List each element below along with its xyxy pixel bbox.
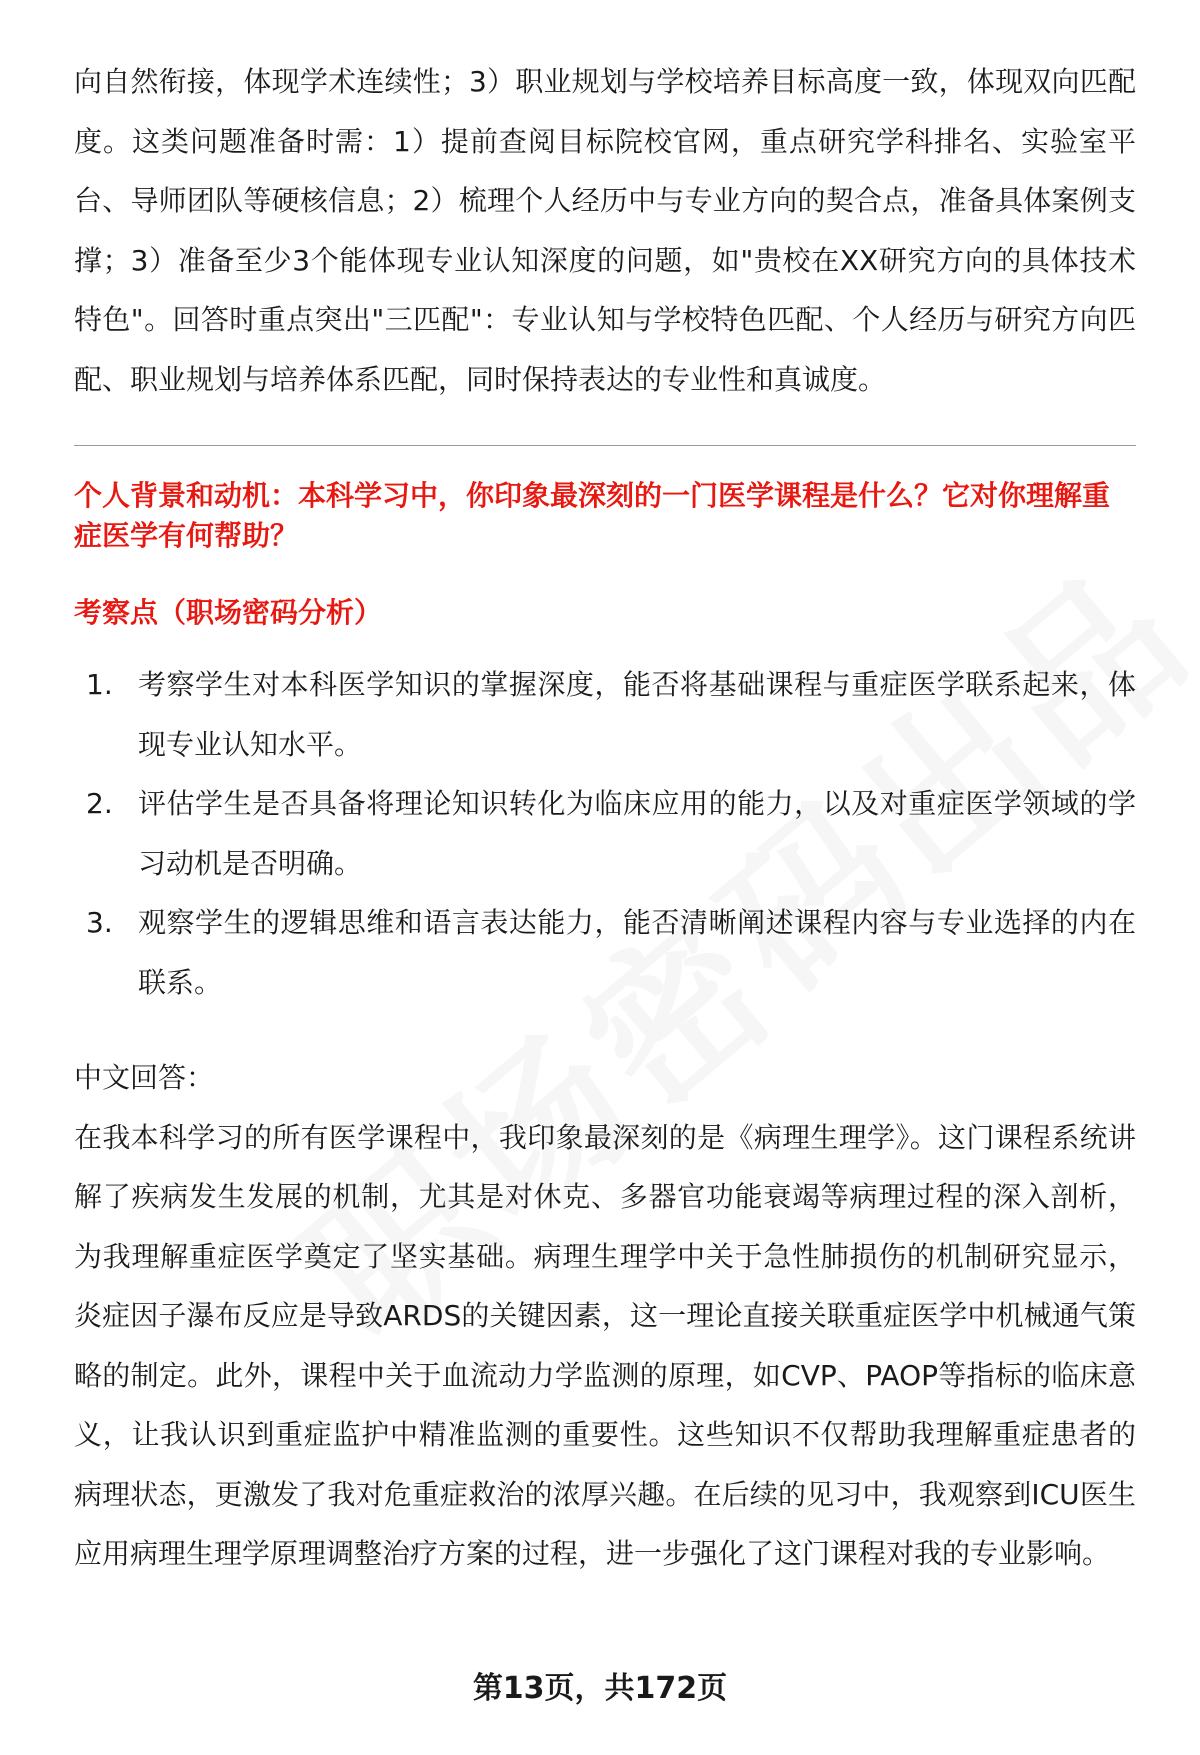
document-page — [74, 52, 1136, 1584]
intro-paragraph: 向自然衔接，体现学术连续性；3）职业规划与学校培养目标高度一致，体现双向匹配度。这类问题准备时需：1）提前查阅目标院校官网，重点研究学科排名、实验室平台、导师团队等硬核信息；2）梳理个人经历中与专业方向的契合点，准备具体案例支撑；3）准备至少3个能体现专业认知深度的问题，如"贵校在XX研究方向的具体技术特色"。回答时重点突出"三匹配"：专业认知与学校特色匹配、个人经历与研究方向匹配、职业规划与培养体系匹配，同时保持表达的专业性和真诚度。 — [74, 65, 1136, 396]
answer-label: 中文回答： — [74, 1061, 215, 1094]
point-number: 1. — [86, 668, 113, 701]
point-number: 2. — [86, 787, 113, 820]
analysis-points-list — [74, 655, 1136, 1012]
question-heading: 个人背景和动机：本科学习中，你印象最深刻的一门医学课程是什么？它对你理解重症医学有何帮助？ — [74, 479, 1111, 552]
point-number: 3. — [86, 906, 113, 939]
point-text: 考察学生对本科医学知识的掌握深度，能否将基础课程与重症医学联系起来，体现专业认知水平。 — [138, 668, 1136, 761]
answer-paragraph: 在我本科学习的所有医学课程中，我印象最深刻的是《病理生理学》。这门课程系统讲解了疾病发生发展的机制，尤其是对休克、多器官功能衰竭等病理过程的深入剖析，为我理解重症医学奠定了坚实基础。病理生理学中关于急性肺损伤的机制研究显示，炎症因子瀑布反应是导致ARDS的关键因素，这一理论直接关联重症医学中机械通气策略的制定。此外，课程中关于血流动力学监测的原理，如CVP、PAOP等指标的临床意义，让我认识到重症监护中精准监测的重要性。这些知识不仅帮助我理解重症患者的病理状态，更激发了我对危重症救治的浓厚兴趣。在后续的见习中，我观察到ICU医生应用病理生理学原理调整治疗方案的过程，进一步强化了这门课程对我的专业影响。 — [74, 1120, 1136, 1570]
section-divider — [74, 445, 1136, 446]
point-text: 观察学生的逻辑思维和语言表达能力，能否清晰阐述课程内容与专业选择的内在联系。 — [138, 906, 1136, 999]
point-text: 评估学生是否具备将理论知识转化为临床应用的能力，以及对重症医学领域的学习动机是否明确。 — [138, 787, 1136, 880]
analysis-point — [74, 655, 1136, 774]
page-footer: 第13页，共172页 — [472, 1671, 728, 1706]
analysis-title: 考察点（职场密码分析） — [74, 596, 383, 629]
analysis-point — [74, 893, 1136, 1012]
analysis-point — [74, 774, 1136, 893]
